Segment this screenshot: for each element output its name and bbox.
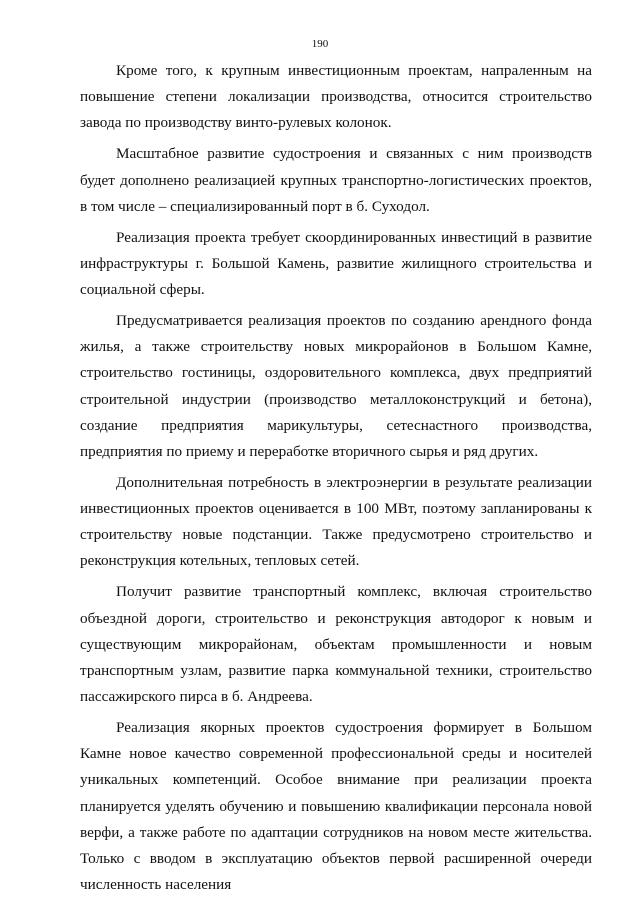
paragraph-7: Реализация якорных проектов судостроения формирует в Большом Камне новое качество современной профессиональной среды и носителей уникальных компетенций. Особое внимание при реализации проекта планируется уделять обучению и повышению квалификации персонала новой верфи, а также работе по адаптации сотрудников на новом месте жительства. Только с вводом в эксплуатацию объектов первой расширенной очереди численность населения bbox=[80, 719, 592, 894]
paragraph-4: Предусматривается реализация проектов по созданию арендного фонда жилья, а также строительству новых микрорайонов в Большом Камне, строительство гостиницы, оздоровительного комплекса, двух предприятий строительной индустрии (производство металлоконструкций и бетона), создание предприятия марикультуры, сетеснастного производства, предприятия по приему и переработке вторичного сырья и ряд других. bbox=[80, 311, 592, 460]
paragraph-3: Реализация проекта требует скоординированных инвестиций в развитие инфраструктуры г. Большой Камень, развитие жилищного строительства и социальной сферы. bbox=[80, 228, 592, 298]
body-text bbox=[80, 58, 592, 903]
paragraph-5: Дополнительная потребность в электроэнергии в результате реализации инвестиционных проектов оценивается в 100 МВт, поэтому запланированы к строительству новые подстанции. Также предусмотрено строительство и реконструкция котельных, тепловых сетей. bbox=[80, 473, 592, 570]
paragraph-1: Кроме того, к крупным инвестиционным проектам, напраленным на повышение степени локализации производства, относится строительство завода по производству винто-рулевых колонок. bbox=[80, 62, 592, 132]
page-number: 190 bbox=[311, 38, 329, 50]
paragraph-2: Масштабное развитие судостроения и связанных с ним производств будет дополнено реализацией крупных транспортно-логистических проектов, в том числе – специализированный порт в б. Суходол. bbox=[80, 145, 592, 215]
paragraph-6: Получит развитие транспортный комплекс, включая строительство объездной дороги, строительство и реконструкция автодорог к новым и существующим микрорайонам, объектам промышленности и новым транспортным узлам, развитие парка коммунальной техники, строительство пассажирского пирса в б. Андреева. bbox=[80, 583, 592, 706]
